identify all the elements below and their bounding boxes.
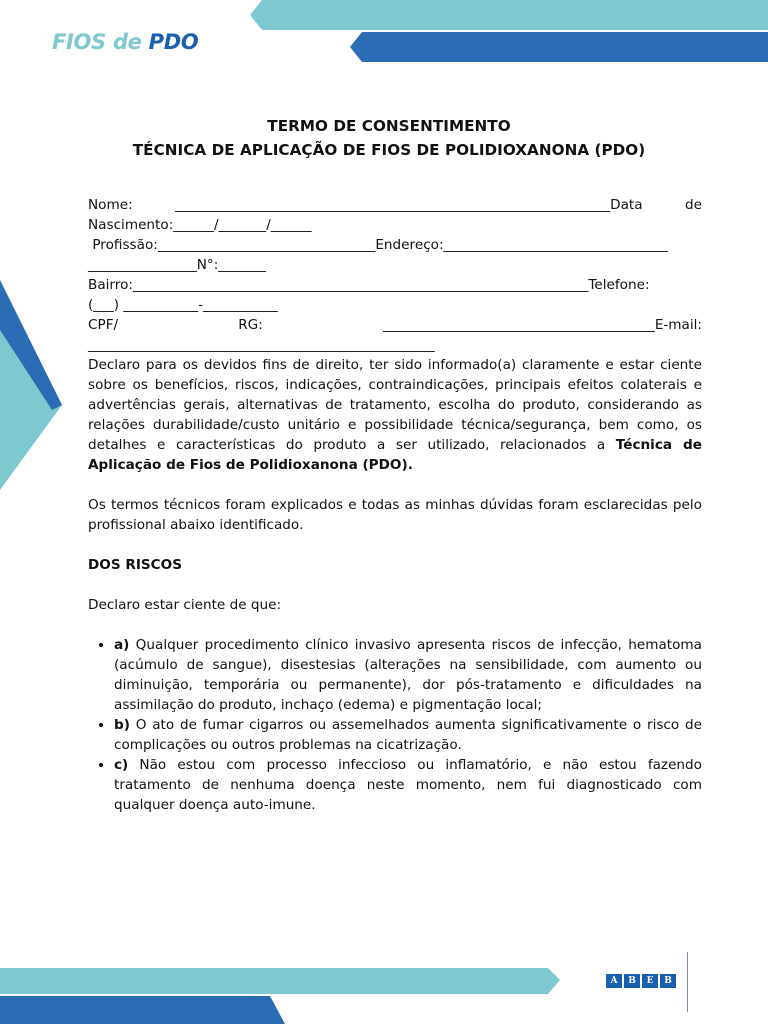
number-line: ________________N°:_______ [88,257,266,273]
declaration-bold: Técnica de Aplicação de Fios de Polidioxanona (PDO). [88,437,702,473]
risks-heading: DOS RISCOS [88,557,183,573]
terms-paragraph: Os termos técnicos foram explicados e todas as minhas dúvidas foram esclarecidas pelo profissional abaixo identificado. [88,497,702,533]
declaration-paragraph [88,355,702,475]
cpf-line [88,315,702,335]
list-item: • a) Qualquer procedimento clínico invasivo apresenta riscos de infecção, hematoma (acúmulo de sangue), disestesias (alterações na sensibilidade, com aumento ou diminuição, temporária ou permanente), dor pós-tratamento e dificuldades na assimilação do produto, inchaço (edema) e pigmentação local; [114,635,702,715]
list-item: • c) Não estou com processo infeccioso ou inflamatório, e não estou fazendo tratamento de nenhuma doença neste momento, nem fui diagnosticado com qualquer doença auto-imune. [114,755,702,815]
dob-label-de: de [685,197,703,213]
name-label: Nome: [88,197,133,213]
phone-line: (___) ___________-___________ [88,297,278,313]
email-continuation: ___________________________________________________ [88,337,435,353]
bairro-blank: ___________________________________________________________________ [132,277,589,293]
risk-list [88,635,702,815]
rg-label: RG: [238,317,263,333]
profession-line: Profissão:________________________________Endereço:_________________________________ [88,237,668,253]
left-decoration [0,270,70,500]
name-line [88,195,702,215]
email-label: ________________________________________E-mail: [382,317,703,333]
logo-part1: FIOS de [52,30,142,54]
bairro-label: Bairro: [88,277,133,293]
footer-decoration [0,960,600,1024]
name-blank: ________________________________________________________________ [175,197,611,213]
title-line1: TERMO DE CONSENTIMENTO [267,117,511,135]
aware-line: Declaro estar ciente de que: [88,597,282,613]
document-body [88,195,702,815]
logo [52,30,198,54]
declaration-text: Declaro para os devidos fins de direito, ter sido informado(a) claramente e estar ciente sobre os benefícios, riscos, indicações, contraindicações, principais efeitos colaterais e advertências gerais, alternativas de tratamento, escolha do produto, considerando as relações durabilidade/custo unitário e possibilidade técnica/segurança, bem como, os detalhes e características do produto a ser utilizado, relacionados a [88,357,702,453]
document-title [88,114,690,162]
telefone-label: Telefone: [588,277,650,293]
footer-logo: A B E B [606,974,676,988]
dob-label: Data [610,197,643,213]
cpf-label: CPF/ [88,317,119,333]
bairro-line [88,275,702,295]
logo-part2: PDO [148,30,199,54]
footer-divider [687,952,688,1012]
title-line2: TÉCNICA DE APLICAÇÃO DE FIOS DE POLIDIOXANONA (PDO) [132,141,646,159]
dob-line: Nascimento:______/_______/______ [88,217,312,233]
list-item: • b) O ato de fumar cigarros ou assemelhados aumenta significativamente o risco de complicações ou outros problemas na cicatrização. [114,715,702,755]
